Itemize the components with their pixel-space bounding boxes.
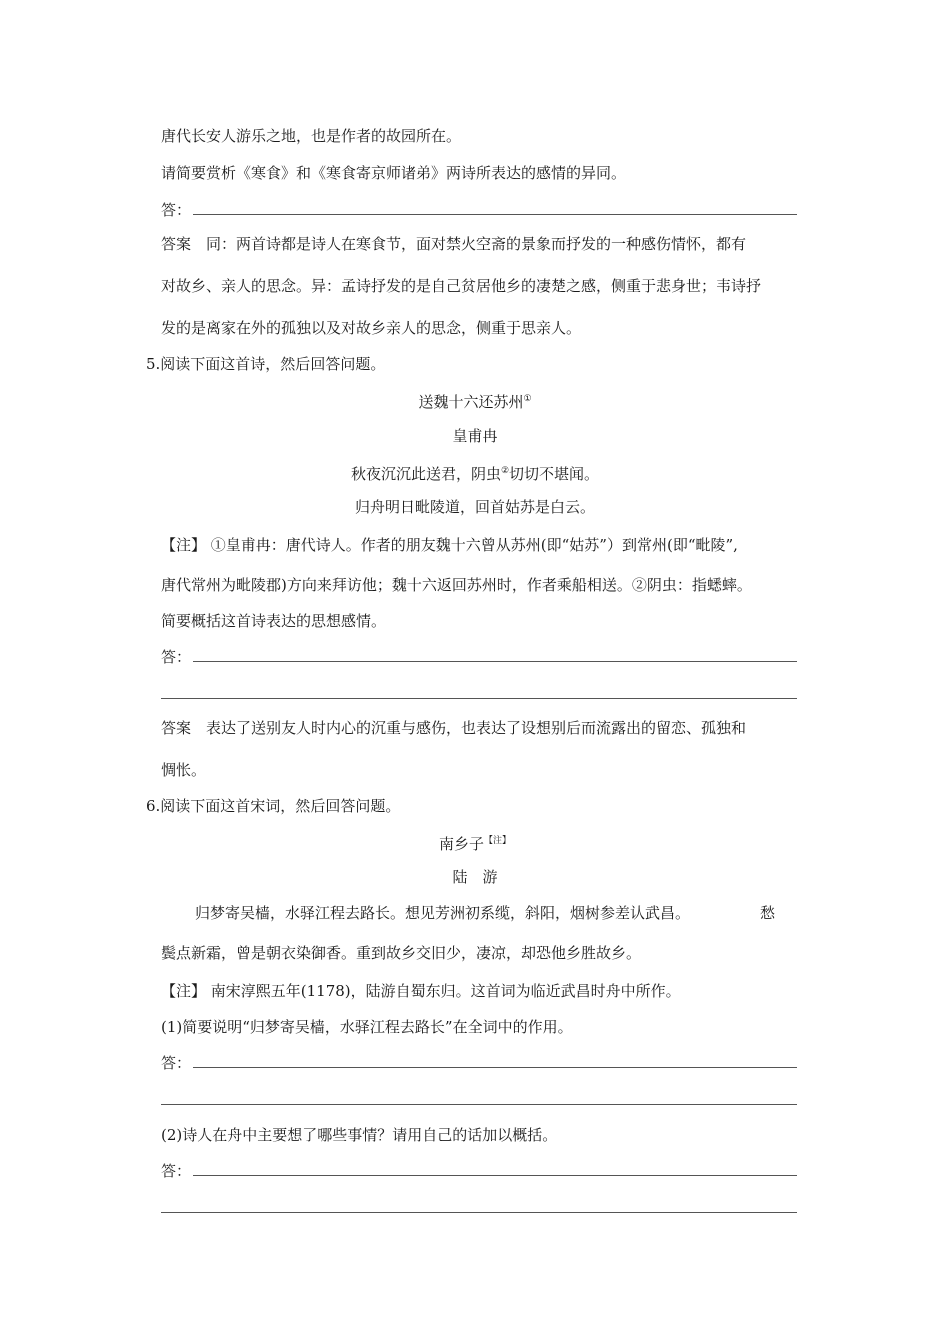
- answer-blank-line[interactable]: [193, 661, 797, 662]
- answer-blank-line[interactable]: [161, 1104, 797, 1105]
- footnote-mark: 【注】: [484, 836, 512, 846]
- ci-line-text: 归梦寄吴樯，水驿江程去路长。想见芳洲初系缆，斜阳，烟树参差认武昌。: [195, 904, 691, 922]
- answer-key-line: 对故乡、亲人的思念。异：孟诗抒发的是自己贫居他乡的凄楚之感，侧重于悲身世；韦诗抒: [161, 277, 762, 295]
- note-line: 唐代常州为毗陵郡)方向来拜访他；魏十六返回苏州时，作者乘船相送。②阴虫：指蟋蟀。: [161, 576, 752, 594]
- footnote-mark: ①: [523, 394, 532, 404]
- answer-key-line: 答案 同：两首诗都是诗人在寒食节，面对禁火空斋的景象而抒发的一种感伤情怀，都有: [161, 235, 747, 253]
- ci-line: 鬓点新霜，曾是朝衣染御香。重到故乡交旧少，凄凉，却恐他乡胜故乡。: [161, 944, 642, 962]
- answer-key-line: 答案 表达了送别友人时内心的沉重与感伤，也表达了设想别后而流露出的留恋、孤独和: [161, 719, 747, 737]
- answer-blank-line[interactable]: [161, 1212, 797, 1213]
- poem-verse-text: 切切不堪闻。: [509, 465, 600, 483]
- question-text: 简要概括这首诗表达的思想感情。: [161, 612, 387, 630]
- answer-label: 答：: [161, 1162, 192, 1180]
- poem-author: 皇甫冉: [452, 427, 498, 445]
- answer-label: 答：: [161, 648, 192, 666]
- sub-question-text: (1)简要说明“归梦寄吴樯，水驿江程去路长”在全词中的作用。: [161, 1018, 573, 1036]
- question-stem: 6.阅读下面这首宋词，然后回答问题。: [146, 797, 401, 815]
- poem-title: [0, 831, 950, 854]
- ci-line: [195, 903, 775, 923]
- question-stem: 5.阅读下面这首诗，然后回答问题。: [146, 355, 386, 373]
- question-text: 请简要赏析《寒食》和《寒食寄京师诸弟》两诗所表达的感情的异同。: [161, 164, 627, 182]
- footnote-mark: ②: [500, 466, 510, 476]
- poem-title: [0, 389, 950, 412]
- poem-title-text: 送魏十六还苏州: [418, 393, 524, 411]
- sub-question-text: (2)诗人在舟中主要想了哪些事情？请用自己的话加以概括。: [161, 1126, 558, 1144]
- poem-verse-text: 秋夜沉沉此送君，阴虫: [350, 465, 501, 483]
- answer-label: 答：: [161, 201, 192, 219]
- poem-verse: 归舟明日毗陵道，回首姑苏是白云。: [354, 498, 595, 516]
- poem-author: 陆 游: [452, 868, 498, 886]
- answer-blank-line[interactable]: [193, 1067, 797, 1068]
- poem-verse: [0, 461, 950, 484]
- answer-key-line: 发的是离家在外的孤独以及对故乡亲人的思念，侧重于思亲人。: [161, 319, 582, 337]
- answer-blank-line[interactable]: [193, 1175, 797, 1176]
- answer-key-line: 惆怅。: [161, 761, 207, 779]
- poem-title-text: 南乡子: [438, 835, 484, 853]
- answer-label: 答：: [161, 1054, 192, 1072]
- note-line: 【注】 ①皇甫冉：唐代诗人。作者的朋友魏十六曾从苏州(即“姑苏”）到常州(即“毗陵”,: [161, 536, 738, 554]
- answer-blank-line[interactable]: [161, 698, 797, 699]
- note-line: 【注】 南宋淳熙五年(1178)，陆游自蜀东归。这首词为临近武昌时舟中所作。: [161, 982, 681, 1000]
- text-line: 唐代长安人游乐之地，也是作者的故园所在。: [161, 127, 462, 145]
- answer-blank-line[interactable]: [193, 214, 797, 215]
- ci-line-text: 愁: [760, 904, 776, 922]
